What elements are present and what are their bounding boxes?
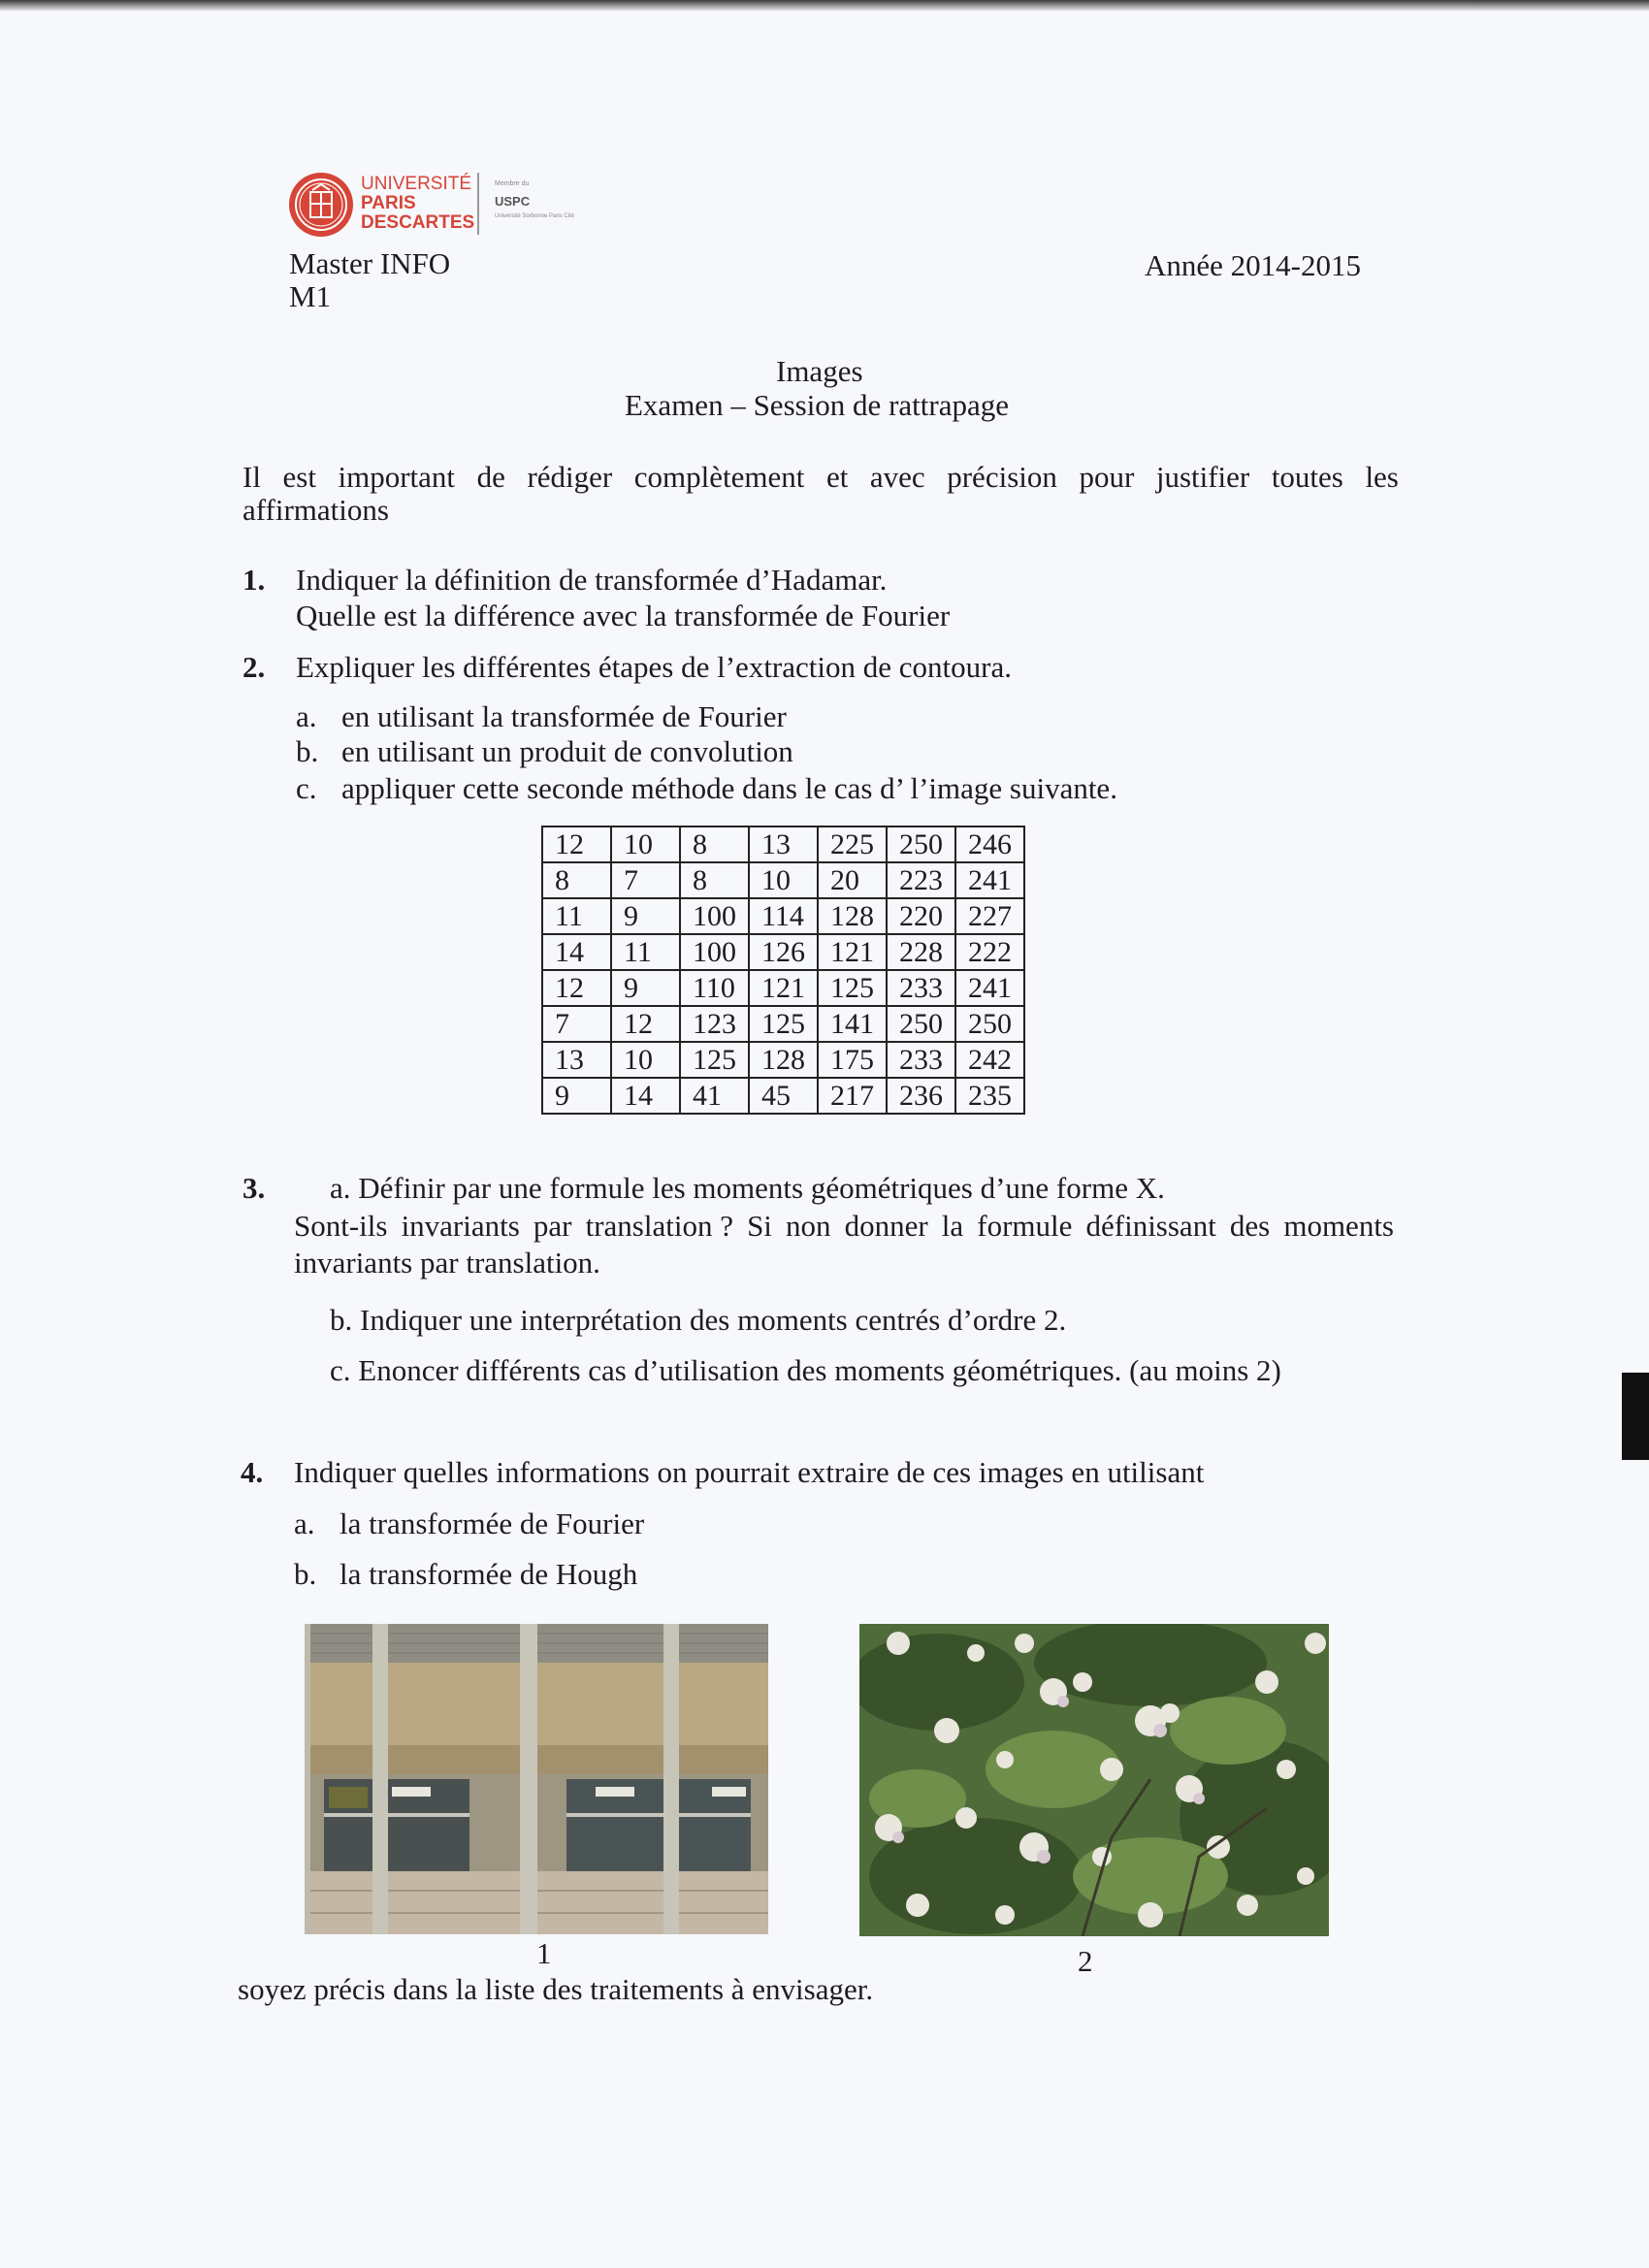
table-row [542,1078,1024,1114]
q3-word: Sont-ils [294,1209,388,1243]
table-cell: 246 [955,826,1024,862]
table-cell: 13 [542,1042,611,1078]
table-cell: 121 [818,934,887,970]
table-cell: 13 [749,826,818,862]
intro-word: Il [242,460,261,494]
q3-word: la [941,1209,964,1243]
q2-item-a-letter: a. [296,699,317,733]
table-cell: 123 [680,1006,749,1042]
q3-word: par [533,1209,572,1243]
table-cell: 227 [955,898,1024,934]
q3-word: Si [747,1209,772,1243]
table-row [542,1042,1024,1078]
table-cell: 250 [887,826,955,862]
table-cell: 10 [611,826,680,862]
program-label: Master INFO [289,246,451,280]
table-cell: 14 [542,934,611,970]
table-cell: 128 [749,1042,818,1078]
pixel-value-table [541,826,1025,1115]
q4-item-a-text: la transformée de Fourier [340,1507,645,1540]
table-cell: 121 [749,970,818,1006]
level-label: M1 [289,279,332,313]
q3-c: c. Enoncer différents cas d’utilisation des moments géométriques. (au moins 2) [330,1353,1281,1387]
intro-word: rédiger [527,460,613,494]
image-2-caption: 2 [1078,1944,1093,1978]
intro-word: les [1365,460,1399,494]
q3-a-line-1: a. Définir par une formule les moments géométriques d’une forme X. [330,1171,1165,1205]
building-facade-image [305,1624,768,1934]
university-logo [287,171,598,239]
table-row [542,826,1024,862]
intro-word: avec [869,460,925,494]
q4-item-a-letter: a. [294,1507,315,1540]
q3-b: b. Indiquer une interprétation des moments centrés d’ordre 2. [330,1303,1067,1337]
q1-line-2: Quelle est la différence avec la transformée de Fourier [296,599,951,632]
q2-item-c-text: appliquer cette seconde méthode dans le cas d’ l’image suivante. [341,771,1117,805]
table-row [542,970,1024,1006]
table-cell: 7 [542,1006,611,1042]
table-cell: 7 [611,862,680,898]
table-cell: 126 [749,934,818,970]
q2-item-a-text: en utilisant la transformée de Fourier [341,699,787,733]
table-cell: 20 [818,862,887,898]
table-cell: 233 [887,970,955,1006]
q3-word: des [1229,1209,1271,1243]
logo-line-3: DESCARTES [361,212,475,233]
q3-a-line-2 [294,1209,1394,1244]
table-cell: 242 [955,1042,1024,1078]
intro-line-2: affirmations [242,493,389,527]
table-row [542,862,1024,898]
table-cell: 45 [749,1078,818,1114]
intro-line-1 [242,460,1399,495]
table-cell: 236 [887,1078,955,1114]
q2-item-c-letter: c. [296,771,317,805]
table-cell: 12 [542,826,611,862]
table-cell: 14 [611,1078,680,1114]
q2-text: Expliquer les différentes étapes de l’extraction de contoura. [296,650,1012,684]
table-row [542,934,1024,970]
flowering-shrub-illustration [859,1624,1329,1936]
table-cell: 8 [680,862,749,898]
table-cell: 217 [818,1078,887,1114]
q4-item-b-letter: b. [294,1557,317,1591]
q3-word: formule [977,1209,1073,1243]
logo-line-2: PARIS [361,193,416,213]
intro-word: et [825,460,849,494]
intro-word: pour [1079,460,1135,494]
university-seal-icon [287,171,355,239]
q3-number: 3. [242,1171,266,1205]
q3-word: translation ? [585,1209,733,1243]
table-cell: 125 [749,1006,818,1042]
table-cell: 8 [680,826,749,862]
q3-a-line-3: invariants par translation. [294,1246,600,1280]
table-cell: 241 [955,862,1024,898]
table-cell: 114 [749,898,818,934]
table-cell: 9 [611,970,680,1006]
table-cell: 8 [542,862,611,898]
table-cell: 225 [818,826,887,862]
intro-word: complètement [633,460,805,494]
q2-number: 2. [242,650,266,684]
image-1-caption: 1 [536,1936,552,1970]
q1-line-1: Indiquer la définition de transformée d’Hadamar. [296,563,888,597]
table-cell: 241 [955,970,1024,1006]
table-cell: 175 [818,1042,887,1078]
table-cell: 228 [887,934,955,970]
table-cell: 10 [749,862,818,898]
q4-item-b-text: la transformée de Hough [340,1557,638,1591]
building-facade-illustration [305,1624,768,1934]
q4-text: Indiquer quelles informations on pourrait extraire de ces images en utilisant [294,1455,1205,1489]
table-cell: 12 [542,970,611,1006]
table-cell: 12 [611,1006,680,1042]
table-cell: 9 [611,898,680,934]
table-cell: 250 [887,1006,955,1042]
logo-line-1: UNIVERSITÉ [361,174,472,194]
subject-title: Images [776,354,863,388]
table-cell: 220 [887,898,955,934]
table-cell: 100 [680,898,749,934]
intro-word: justifier [1155,460,1250,494]
table-cell: 11 [542,898,611,934]
intro-word: est [282,460,316,494]
logo-divider [477,173,479,235]
intro-word: de [476,460,505,494]
q3-word: définissant [1085,1209,1216,1243]
q2-item-b-letter: b. [296,734,319,768]
table-cell: 128 [818,898,887,934]
table-cell: 9 [542,1078,611,1114]
q3-word: donner [844,1209,928,1243]
q1-number: 1. [242,563,266,597]
table-cell: 41 [680,1078,749,1114]
q4-number: 4. [241,1455,264,1489]
scan-top-edge [0,0,1649,12]
exam-title: Examen – Session de rattrapage [625,388,1009,422]
table-cell: 100 [680,934,749,970]
flowering-shrub-image [859,1624,1329,1936]
partner-top: Membre du [495,180,530,187]
intro-word: important [338,460,456,494]
table-row [542,898,1024,934]
table-cell: 223 [887,862,955,898]
table-cell: 141 [818,1006,887,1042]
table-cell: 110 [680,970,749,1006]
partner-name: USPC [495,194,531,209]
table-cell: 233 [887,1042,955,1078]
partner-sub: Université Sorbonne Paris Cité [495,213,575,219]
intro-word: précision [947,460,1057,494]
scan-right-mark [1622,1373,1649,1460]
table-cell: 125 [680,1042,749,1078]
q3-word: invariants [401,1209,520,1243]
intro-word: toutes [1271,460,1343,494]
table-cell: 10 [611,1042,680,1078]
table-cell: 222 [955,934,1024,970]
table-cell: 125 [818,970,887,1006]
table-row [542,1006,1024,1042]
year-label: Année 2014-2015 [1145,248,1361,282]
table-cell: 235 [955,1078,1024,1114]
table-cell: 11 [611,934,680,970]
q3-word: non [786,1209,831,1243]
table-cell: 250 [955,1006,1024,1042]
q2-item-b-text: en utilisant un produit de convolution [341,734,793,768]
q3-word: moments [1283,1209,1394,1243]
closing-instruction: soyez précis dans la liste des traitements à envisager. [238,1972,874,2006]
